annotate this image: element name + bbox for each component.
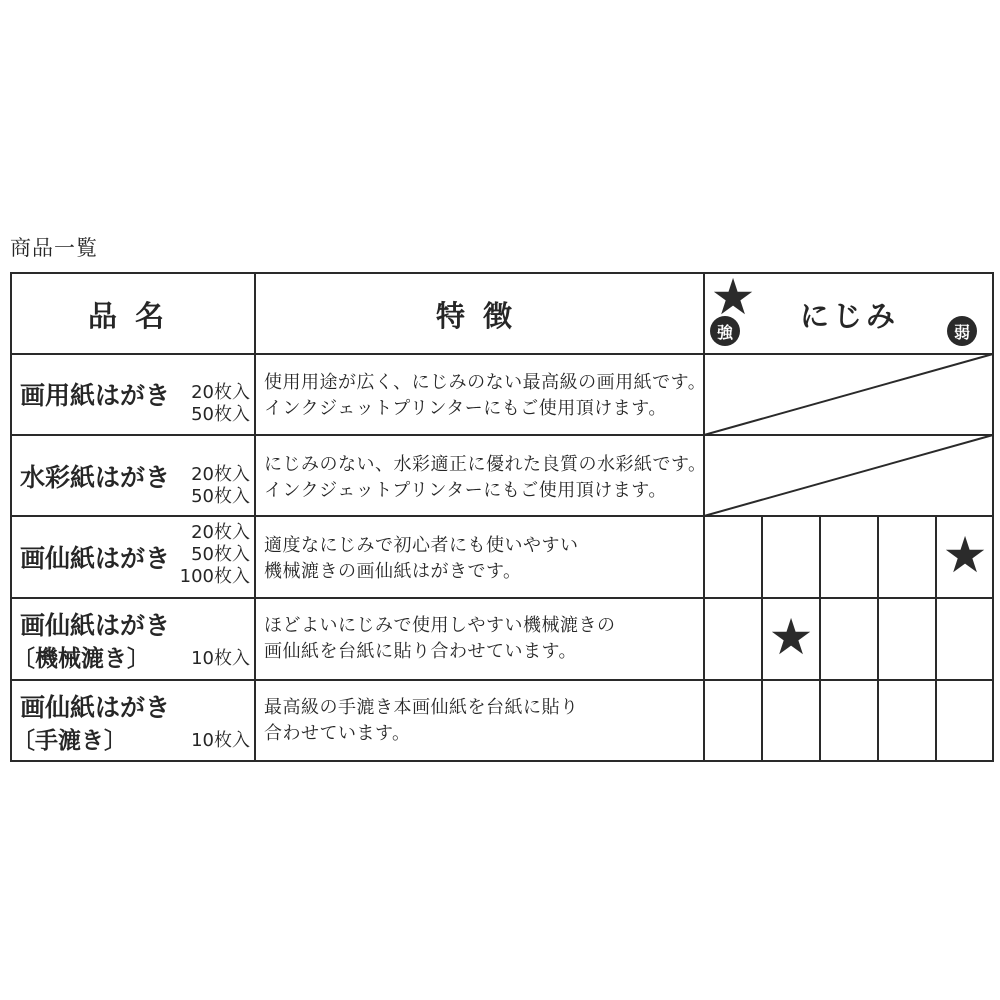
table-caption: 商品一覧 [10, 236, 98, 260]
row3-qty-1: 20枚入 [191, 522, 250, 543]
row1-name: 画用紙はがき [20, 381, 171, 410]
row1-qty-2: 50枚入 [191, 404, 250, 425]
row1-quantities [191, 382, 250, 426]
weak-badge: 弱 [947, 316, 977, 346]
row3-quantities [180, 522, 250, 588]
row2-qty-1: 20枚入 [191, 464, 250, 485]
product-table [10, 268, 994, 762]
row3-qty-2: 50枚入 [191, 544, 250, 565]
row5-name: 画仙紙はがき [20, 693, 171, 722]
row4-qty-1: 10枚入 [191, 648, 250, 669]
row4-name: 画仙紙はがき [20, 611, 171, 640]
row1-feature-line1: 使用用途が広く、にじみのない最高級の画用紙です。 [264, 372, 707, 393]
row3-feature [264, 533, 579, 585]
row4-bleed-star: ★ [768, 608, 814, 666]
row3-bleed-star: ★ [942, 526, 988, 584]
row5-qty-1: 10枚入 [191, 730, 250, 751]
row1-feature-line2: インクジェットプリンターにもご使用頂けます。 [264, 398, 667, 419]
row3-qty-3: 100枚入 [179, 566, 250, 587]
row3-feature-line1: 適度なにじみで初心者にも使いやすい [264, 535, 579, 556]
row2-feature-line2: インクジェットプリンターにもご使用頂けます。 [264, 480, 667, 501]
row2-qty-2: 50枚入 [191, 486, 250, 507]
row4-quantities [191, 648, 250, 670]
row2-quantities [191, 464, 250, 508]
row5-quantities [191, 730, 250, 752]
row5-feature-line1: 最高級の手漉き本画仙紙を台紙に貼り [264, 697, 579, 718]
row2-feature-line1: にじみのない、水彩適正に優れた良質の水彩紙です。 [264, 454, 707, 475]
row4-feature [264, 613, 616, 665]
row5-feature [264, 695, 579, 747]
row1-feature [264, 370, 706, 422]
row4-feature-line2: 画仙紙を台紙に貼り合わせています。 [264, 641, 578, 662]
row5-name-sub: 〔手漉き〕 [12, 728, 127, 754]
header-name: 品名 [88, 299, 183, 333]
strong-badge: 強 [710, 316, 740, 346]
row5-feature-line2: 合わせています。 [264, 723, 411, 744]
header-feature: 特徴 [436, 299, 531, 333]
row3-feature-line2: 機械漉きの画仙紙はがきです。 [264, 561, 522, 582]
row4-name-sub: 〔機械漉き〕 [12, 646, 150, 672]
row2-name: 水彩紙はがき [20, 463, 171, 492]
row5-bleed-star: ★ [710, 268, 756, 326]
row4-feature-line1: ほどよいにじみで使用しやすい機械漉きの [264, 615, 616, 636]
header-bleed: にじみ [800, 299, 900, 333]
row2-feature [264, 452, 707, 504]
row1-qty-1: 20枚入 [191, 382, 250, 403]
row3-name: 画仙紙はがき [20, 544, 171, 573]
